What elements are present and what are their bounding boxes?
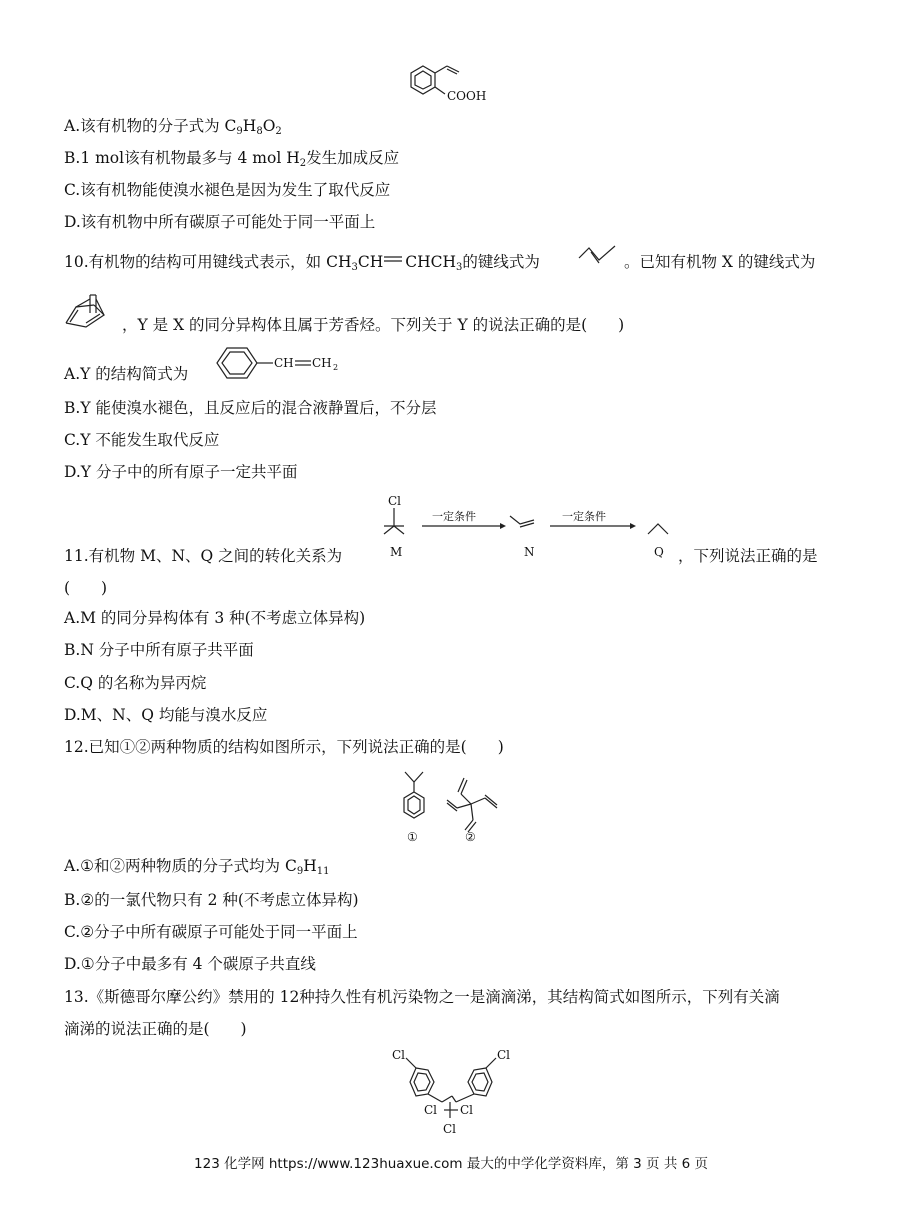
label-n: N	[524, 545, 535, 559]
q11-paren: ( )	[64, 579, 108, 597]
q10-option-c: C.Y 不能发生取代反应	[64, 431, 220, 449]
q10-stem-line2: ，Y 是 X 的同分异构体且属于芳香烃。下列关于 Y 的说法正确的是( )	[122, 316, 625, 334]
q10-option-d: D.Y 分子中的所有原子一定共平面	[64, 463, 298, 481]
styrene-ch2: CH	[312, 356, 332, 370]
reaction-scheme-m-n-q	[382, 494, 672, 566]
structure-ddt	[390, 1046, 520, 1138]
q12-option-a: A.①和②两种物质的分子式均为 $C_9H_{11}$	[64, 857, 330, 877]
condition-label-2: 一定条件	[562, 510, 606, 523]
ddt-cl-bottom: Cl	[443, 1122, 457, 1136]
label-q: Q	[654, 545, 664, 559]
structure-x-barrelene	[64, 293, 118, 331]
q9-option-b: B.1 mol该有机物最多与 4 mol $H_2$发生加成反应	[64, 149, 400, 169]
cooh-label: COOH	[447, 89, 487, 103]
page-footer: 123 化学网 https://www.123huaxue.com 最大的中学化学资料库，第 3 页 共 6 页	[194, 1156, 708, 1172]
ddt-cl-right: Cl	[497, 1048, 511, 1062]
m-cl-label: Cl	[388, 494, 402, 508]
q13-stem-line2: 滴涕的说法正确的是( )	[64, 1020, 247, 1038]
ddt-cl-mid-right: Cl	[460, 1103, 474, 1117]
label-circle-2: ②	[465, 830, 476, 844]
q12-option-d: D.①分子中最多有 4 个碳原子共直线	[64, 955, 316, 973]
q10-option-a: A.Y 的结构简式为	[64, 365, 189, 383]
structure-2-butene-skeletal	[577, 244, 619, 266]
q11-stem: 11.有机物 M、N、Q 之间的转化关系为	[64, 547, 343, 565]
condition-label-1: 一定条件	[432, 510, 476, 523]
q12-stem: 12.已知①②两种物质的结构如图所示，下列说法正确的是( )	[64, 738, 504, 756]
q11-option-c: C.Q 的名称为异丙烷	[64, 674, 207, 692]
q10-stem-tail: 。已知有机物 X 的键线式为	[624, 253, 816, 271]
styrene-ch: CH	[274, 356, 294, 370]
structures-q12	[395, 768, 505, 846]
structure-styrene	[205, 346, 345, 380]
q11-option-a: A.M 的同分异构体有 3 种(不考虑立体异构)	[64, 609, 366, 627]
q10-stem-line1: 10.有机物的结构可用键线式表示，如 $CH_3CH$ $CHCH_3$的键线式为	[64, 252, 540, 272]
q9-option-c: C.该有机物能使溴水褪色是因为发生了取代反应	[64, 181, 391, 199]
q9-option-a: A.该有机物的分子式为 $C_9H_8O_2$	[64, 117, 282, 137]
q11-option-b: B.N 分子中所有原子共平面	[64, 641, 254, 659]
q12-option-b: B.②的一氯代物只有 2 种(不考虑立体异构)	[64, 891, 359, 909]
ddt-cl-mid-left: Cl	[424, 1103, 438, 1117]
double-bond-symbol	[383, 248, 405, 268]
label-circle-1: ①	[407, 830, 418, 844]
ddt-cl-left: Cl	[392, 1048, 406, 1062]
q12-option-c: C.②分子中所有碳原子可能处于同一平面上	[64, 923, 358, 941]
q10-option-b: B.Y 能使溴水褪色，且反应后的混合液静置后，不分层	[64, 399, 437, 417]
structure-vinylbenzoic-acid	[405, 62, 500, 104]
svg-text:2: 2	[333, 363, 339, 372]
label-m: M	[390, 545, 403, 559]
q11-option-d: D.M、N、Q 均能与溴水反应	[64, 706, 268, 724]
q11-stem-tail: ，下列说法正确的是	[678, 547, 818, 565]
q9-option-d: D.该有机物中所有碳原子可能处于同一平面上	[64, 213, 376, 231]
q13-stem-line1: 13.《斯德哥尔摩公约》禁用的 12种持久性有机污染物之一是滴滴涕，其结构简式如图所示，下列有关滴	[64, 988, 780, 1006]
